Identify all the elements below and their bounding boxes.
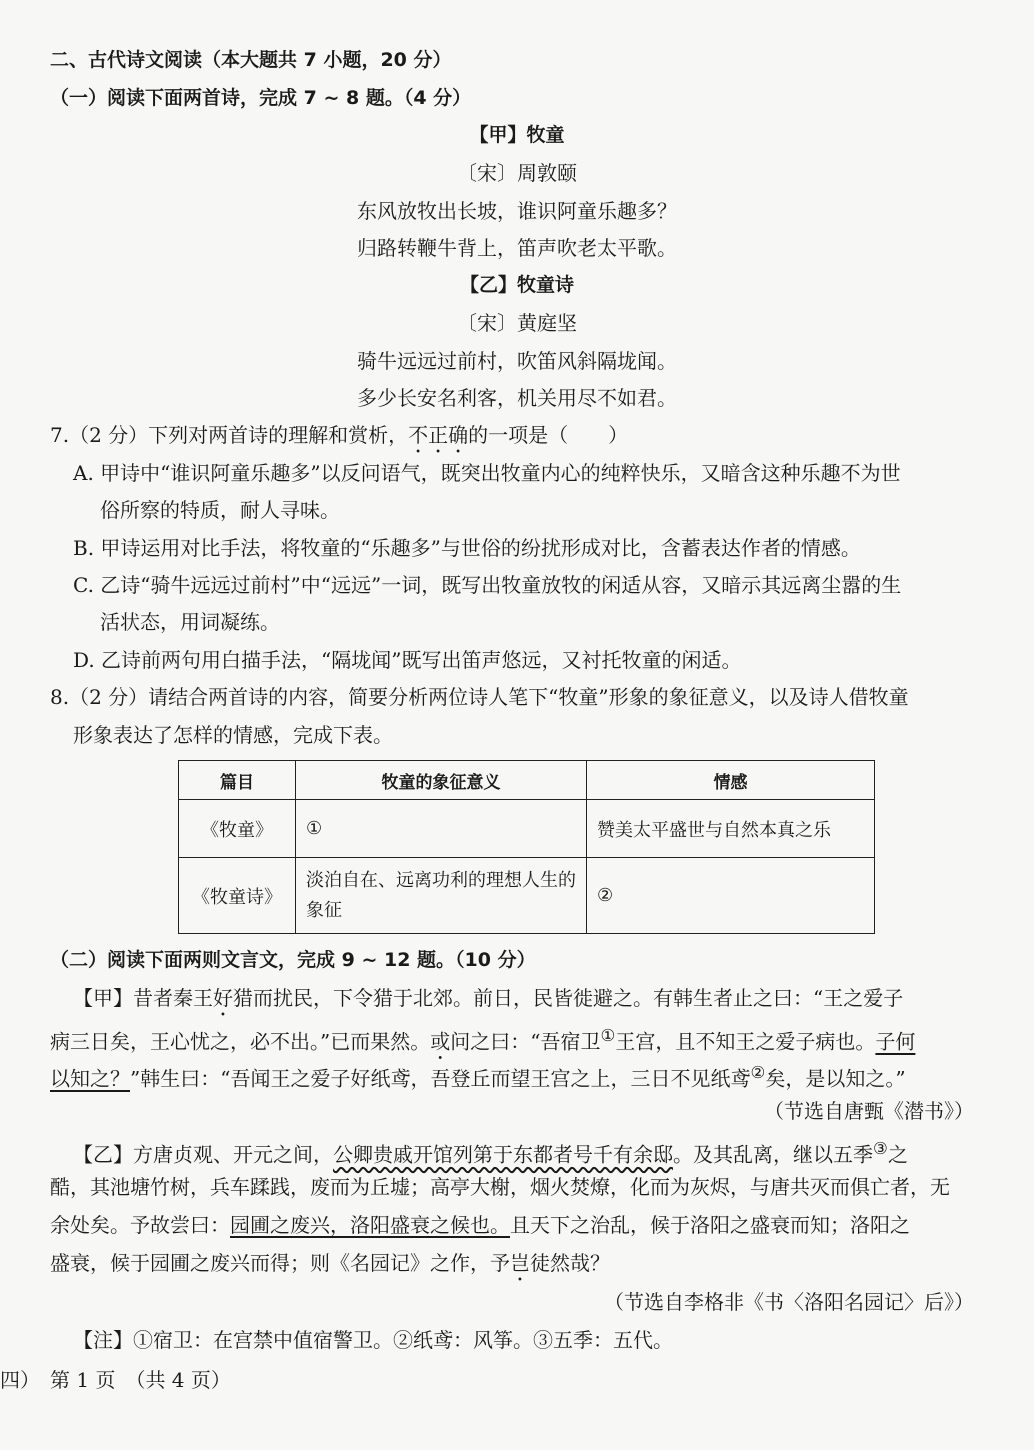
table-header: 情感	[587, 761, 875, 800]
notes: 【注】①宿卫：在宫禁中值宿警卫。②纸鸢：风筝。③五季：五代。	[73, 1328, 673, 1352]
table-cell: 赞美太平盛世与自然本真之乐	[587, 800, 875, 858]
part1-title: （一）阅读下面两首诗，完成 7 ~ 8 题。（4 分）	[50, 87, 472, 109]
text-a-para-2: 病三日矣，王心忧之，必不出。”已而果然。或问之曰：“吾宿卫①王宫，且不知王之爱子病也。子何	[50, 1026, 916, 1054]
poem-b-title: 【乙】牧童诗	[459, 274, 574, 296]
poem-a-title: 【甲】牧童	[469, 124, 565, 146]
text-a-source: （节选自唐甄《潜书》）	[764, 1099, 974, 1123]
table-header-row	[179, 761, 875, 800]
poem-b-line2: 多少长安名利客，机关用尽不如君。	[357, 386, 677, 410]
text-b-para-3: 余处矣。予故尝曰：园圃之废兴，洛阳盛衰之候也。且天下之治乱，候于洛阳之盛衰而知；洛阳之	[50, 1213, 910, 1237]
q8-stem-1: 8.（2 分）请结合两首诗的内容，简要分析两位诗人笔下“牧童”形象的象征意义，以及诗人借牧童	[50, 685, 909, 709]
q8-stem-2: 形象表达了怎样的情感，完成下表。	[73, 723, 393, 747]
text-b-source: （节选自李格非《书〈洛阳名园记〉后》）	[604, 1290, 974, 1314]
part2-title: （二）阅读下面两则文言文，完成 9 ~ 12 题。（10 分）	[50, 949, 536, 971]
table-row	[179, 858, 875, 934]
table-header: 篇目	[179, 761, 296, 800]
table-cell: ②	[587, 858, 875, 934]
q7-option-b: B. 甲诗运用对比手法，将牧童的“乐趣多”与世俗的纷扰形成对比，含蓄表达作者的情感。	[73, 536, 861, 560]
table-cell: 淡泊自在、远离功利的理想人生的象征	[296, 858, 587, 934]
poem-a-line2: 归路转鞭牛背上，笛声吹老太平歌。	[357, 236, 677, 260]
q7-option-d: D. 乙诗前两句用白描手法，“隔垅闻”既写出笛声悠远，又衬托牧童的闲适。	[73, 648, 742, 672]
poem-a-line1: 东风放牧出长坡，谁识阿童乐趣多？	[357, 199, 677, 223]
q7-option-c-2: 活状态，用词凝练。	[100, 610, 280, 634]
poem-b-author: 〔宋〕黄庭坚	[457, 311, 577, 335]
table-header: 牧童的象征意义	[296, 761, 587, 800]
text-a-para-1: 【甲】昔者秦王好猎而扰民，下令猎于北郊。前日，民皆徙避之。有韩生者止之曰：“王之爱子	[73, 986, 904, 1010]
text-b-para-1: 【乙】方唐贞观、开元之间，公卿贵戚开馆列第于东都者号千有余邸。及其乱离，继以五季③之	[73, 1139, 908, 1167]
table-cell: ①	[296, 800, 587, 858]
table-cell: 《牧童》	[179, 800, 296, 858]
text-b-para-2: 酷，其池塘竹树，兵车蹂践，废而为丘墟；高亭大榭，烟火焚燎，化而为灰烬，与唐共灭而俱亡者，无	[50, 1175, 950, 1199]
q7-option-c-1: C. 乙诗“骑牛远远过前村”中“远远”一词，既写出牧童放牧的闲适从容，又暗示其远离尘嚣的生	[73, 573, 902, 597]
text-b-para-4: 盛衰，候于园圃之废兴而得；则《名园记》之作，予岂徒然哉？	[50, 1251, 610, 1275]
table-cell: 《牧童诗》	[179, 858, 296, 934]
text-a-para-3: 以知之？”韩生曰：“吾闻王之爱子好纸鸢，吾登丘而望王宫之上，三日不见纸鸢②矣，是以知之。”	[50, 1063, 906, 1091]
poem-b-line1: 骑牛远远过前村，吹笛风斜隔垅闻。	[357, 349, 677, 373]
q7-option-a-2: 俗所察的特质，耐人寻味。	[100, 498, 340, 522]
section-title: 二、古代诗文阅读（本大题共 7 小题，20 分）	[50, 49, 452, 71]
q7-stem: 7.（2 分）下列对两首诗的理解和赏析，不正确的一项是（ ）	[50, 423, 629, 447]
table-row	[179, 800, 875, 858]
page-footer: 四） 第 1 页 （共 4 页）	[0, 1368, 231, 1392]
q7-option-a-1: A. 甲诗中“谁识阿童乐趣多”以反问语气，既突出牧童内心的纯粹快乐，又暗含这种乐趣不为世	[73, 461, 901, 485]
q8-table	[178, 760, 875, 934]
poem-a-author: 〔宋〕周敦颐	[457, 161, 577, 185]
